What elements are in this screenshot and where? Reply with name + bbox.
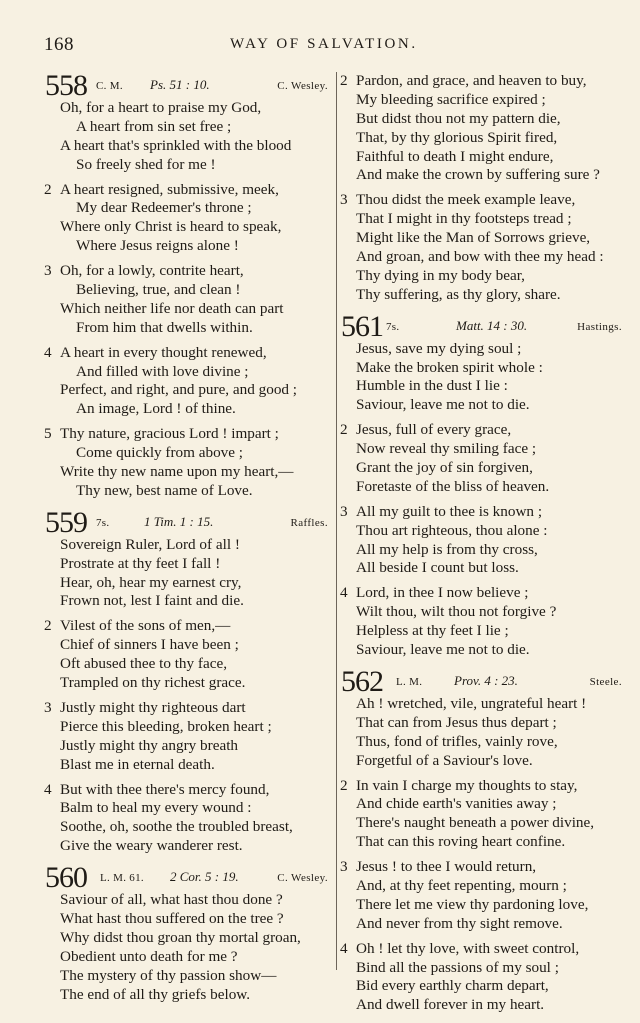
verse-line [340, 229, 626, 248]
verse-line [44, 674, 332, 693]
hymn-number: 562 [341, 664, 383, 698]
stanza [340, 695, 626, 771]
verse-line [44, 592, 332, 611]
verse-line [340, 977, 626, 996]
stanza [44, 181, 332, 257]
verse-text: Which neither life nor death can part [60, 299, 284, 317]
verse-text: Soothe, oh, soothe the troubled breast, [60, 818, 293, 836]
verse-line [44, 699, 332, 718]
verse-line [340, 959, 626, 978]
verse-text: Balm to heal my every wound : [60, 799, 252, 817]
verse-line [44, 237, 332, 256]
verse-text: Vilest of the sons of men,— [60, 617, 231, 635]
hymn [44, 69, 332, 501]
verse-line [340, 148, 626, 167]
verse-line [44, 737, 332, 756]
verse-text: That, by thy glorious Spirit fired, [356, 128, 558, 146]
verse-line [44, 718, 332, 737]
verse-line [44, 381, 332, 400]
hymn-meter: 7s. [386, 320, 400, 333]
verse-line [44, 363, 332, 382]
verse-line [44, 536, 332, 555]
left-column [44, 69, 332, 1012]
stanza [44, 891, 332, 1004]
right-column [340, 72, 626, 1023]
verse-line [340, 641, 626, 660]
verse-text: All my guilt to thee is known ; [356, 502, 543, 520]
verse-line [340, 814, 626, 833]
stanza-number: 3 [340, 502, 348, 520]
verse-line [340, 559, 626, 578]
hymn-header [44, 505, 332, 539]
verse-line [340, 166, 626, 185]
verse-line [340, 777, 626, 796]
verse-text: Saviour, leave me not to die. [356, 641, 530, 659]
verse-line [340, 72, 626, 91]
verse-text: And filled with love divine ; [76, 362, 249, 380]
stanza [44, 425, 332, 501]
verse-text: A heart in every thought renewed, [60, 343, 267, 361]
verse-text: And chide earth's vanities away ; [356, 795, 557, 813]
verse-text: Why didst thou groan thy mortal groan, [60, 928, 301, 946]
verse-line [340, 478, 626, 497]
verse-text: Now reveal thy smiling face ; [356, 440, 537, 458]
verse-text: Sovereign Ruler, Lord of all ! [60, 535, 240, 553]
verse-text: Where only Christ is heard to speak, [60, 218, 282, 236]
verse-text: And groan, and bow with thee my head : [356, 248, 604, 266]
verse-line [44, 799, 332, 818]
verse-text: The end of all thy griefs below. [60, 985, 251, 1003]
hymn-meter: L. M. 61. [100, 872, 144, 885]
hymn-number: 560 [45, 861, 87, 895]
verse-text: Might like the Man of Sorrows grieve, [356, 229, 591, 247]
verse-line [44, 636, 332, 655]
verse-line [44, 281, 332, 300]
verse-text: Jesus ! to thee I would return, [356, 858, 537, 876]
verse-text: Justly might thy angry breath [60, 736, 239, 754]
verse-line [340, 91, 626, 110]
verse-text: Ah ! wretched, vile, ungrateful heart ! [356, 694, 587, 712]
verse-text: And dwell forever in my heart. [356, 996, 545, 1014]
stanza-number: 2 [340, 421, 348, 439]
verse-line [44, 555, 332, 574]
verse-line [340, 915, 626, 934]
verse-text: And, at thy feet repenting, mourn ; [356, 876, 567, 894]
verse-text: Pardon, and grace, and heaven to buy, [356, 72, 587, 89]
verse-text: Saviour of all, what hast thou done ? [60, 891, 283, 909]
verse-text: Bid every earthly charm depart, [356, 977, 549, 995]
verse-text: Chief of sinners I have been ; [60, 636, 239, 654]
stanza [44, 781, 332, 857]
stanza [44, 262, 332, 338]
verse-text: Where Jesus reigns alone ! [76, 237, 239, 255]
verse-text: Believing, true, and clean ! [76, 281, 241, 299]
hymn [44, 861, 332, 1004]
stanza [340, 72, 626, 185]
stanza-number: 4 [44, 780, 52, 798]
stanza [44, 617, 332, 693]
verse-line [340, 940, 626, 959]
verse-line [44, 756, 332, 775]
verse-text: Prostrate at thy feet I fall ! [60, 554, 221, 572]
verse-text: Bind all the passions of my soul ; [356, 958, 559, 976]
stanza-number: 2 [44, 617, 52, 635]
verse-line [340, 440, 626, 459]
verse-line [340, 714, 626, 733]
verse-text: Faithful to death I might endure, [356, 147, 554, 165]
verse-text: Oh ! let thy love, with sweet control, [356, 939, 580, 957]
verse-line [44, 482, 332, 501]
verse-line [44, 218, 332, 237]
hymn-number: 558 [45, 69, 87, 102]
scripture-reference: Ps. 51 : 10. [150, 77, 210, 92]
verse-line [44, 818, 332, 837]
hymn-author: Hastings. [577, 320, 622, 333]
hymn-author: Raffles. [290, 516, 328, 529]
verse-text: But with thee there's mercy found, [60, 780, 270, 798]
verse-line [340, 858, 626, 877]
stanza-number: 3 [44, 262, 52, 280]
stanza [340, 340, 626, 416]
verse-line [340, 877, 626, 896]
verse-text: Jesus, full of every grace, [356, 421, 512, 439]
hymn-number: 559 [45, 505, 87, 539]
stanza [340, 858, 626, 934]
verse-text: Write thy new name upon my heart,— [60, 463, 294, 481]
verse-line [340, 210, 626, 229]
verse-line [340, 421, 626, 440]
verse-text: There let me view thy pardoning love, [356, 895, 589, 913]
stanza [340, 584, 626, 660]
verse-line [44, 344, 332, 363]
stanza [340, 777, 626, 853]
stanza [340, 421, 626, 497]
scripture-reference: Prov. 4 : 23. [454, 672, 518, 688]
scripture-reference: Matt. 14 : 30. [456, 317, 528, 333]
verse-text: That can from Jesus thus depart ; [356, 713, 557, 731]
verse-text: Grant the joy of sin forgiven, [356, 459, 533, 477]
hymn-meter: C. M. [96, 80, 123, 92]
verse-text: Thy suffering, as thy glory, share. [356, 285, 561, 303]
hymn [44, 505, 332, 856]
verse-line [44, 781, 332, 800]
verse-line [44, 262, 332, 281]
verse-text: What hast thou suffered on the tree ? [60, 909, 284, 927]
verse-text: Come quickly from above ; [76, 444, 244, 462]
verse-line [340, 541, 626, 560]
verse-text: Jesus, save my dying soul ; [356, 339, 522, 357]
verse-line [44, 463, 332, 482]
verse-line [340, 248, 626, 267]
stanza [44, 536, 332, 612]
scripture-reference: 2 Cor. 5 : 19. [170, 869, 239, 885]
stanza-number: 2 [340, 776, 348, 794]
verse-line [44, 617, 332, 636]
scripture-reference: 1 Tim. 1 : 15. [144, 513, 214, 529]
verse-line [44, 837, 332, 856]
verse-line [44, 929, 332, 948]
verse-line [44, 156, 332, 175]
verse-text: Humble in the dust I lie : [356, 377, 508, 395]
verse-text: That I might in thy footsteps tread ; [356, 210, 572, 228]
verse-text: Obedient unto death for me ? [60, 947, 238, 965]
stanza-number: 4 [340, 939, 348, 957]
verse-line [44, 910, 332, 929]
verse-line [44, 425, 332, 444]
verse-text: Thy nature, gracious Lord ! impart ; [60, 425, 279, 443]
verse-text: But didst thou not my pattern die, [356, 109, 561, 127]
verse-line [340, 110, 626, 129]
verse-text: All my help is from thy cross, [356, 540, 538, 558]
page-title: WAY OF SALVATION. [230, 36, 418, 52]
hymn-header [340, 309, 626, 343]
page-number: 168 [44, 34, 74, 55]
verse-line [340, 622, 626, 641]
verse-text: Pierce this bleeding, broken heart ; [60, 717, 272, 735]
verse-text: The mystery of thy passion show— [60, 966, 277, 984]
stanza-number: 3 [340, 858, 348, 876]
verse-line [340, 503, 626, 522]
verse-text: From him that dwells within. [76, 318, 253, 336]
column-divider [336, 72, 337, 970]
verse-line [340, 833, 626, 852]
verse-line [340, 191, 626, 210]
verse-line [340, 584, 626, 603]
verse-line [340, 129, 626, 148]
stanza-number: 2 [340, 72, 348, 89]
verse-text: And make the crown by suffering sure ? [356, 166, 600, 184]
verse-line [44, 137, 332, 156]
hymn [340, 72, 626, 305]
verse-text: Give the weary wanderer rest. [60, 837, 243, 855]
verse-text: Saviour, leave me not to die. [356, 396, 530, 414]
hymn-header [340, 664, 626, 698]
verse-text: Hear, oh, hear my earnest cry, [60, 573, 242, 591]
stanza-number: 2 [44, 180, 52, 198]
verse-line [44, 444, 332, 463]
stanza [44, 344, 332, 420]
verse-text: My dear Redeemer's throne ; [76, 199, 252, 217]
verse-text: Helpless at thy feet I lie ; [356, 622, 509, 640]
verse-line [44, 400, 332, 419]
hymn-number: 561 [341, 309, 383, 343]
hymn-author: C. Wesley. [277, 872, 328, 885]
verse-text: All beside I count but loss. [356, 559, 519, 577]
stanza-number: 3 [340, 191, 348, 209]
verse-text: Thou didst the meek example leave, [356, 191, 576, 209]
verse-line [340, 286, 626, 305]
verse-line [44, 574, 332, 593]
verse-text: Oh, for a heart to praise my God, [60, 99, 262, 116]
verse-text: Thus, fond of trifles, vainly rove, [356, 732, 558, 750]
verse-line [340, 522, 626, 541]
verse-line [340, 733, 626, 752]
verse-text: Thy dying in my body bear, [356, 266, 525, 284]
hymn-author: C. Wesley. [277, 80, 328, 92]
verse-text: That can this roving heart confine. [356, 833, 566, 851]
verse-text: There's naught beneath a power divine, [356, 814, 595, 832]
verse-line [340, 377, 626, 396]
verse-text: A heart resigned, submissive, meek, [60, 180, 279, 198]
verse-line [44, 99, 332, 118]
verse-line [44, 118, 332, 137]
hymn [340, 309, 626, 660]
verse-text: Justly might thy righteous dart [60, 698, 246, 716]
verse-text: And never from thy sight remove. [356, 914, 563, 932]
hymn-header [44, 861, 332, 895]
verse-text: A heart from sin set free ; [76, 117, 232, 135]
stanza-number: 4 [340, 584, 348, 602]
hymn-meter: 7s. [96, 516, 110, 529]
stanza-number: 5 [44, 425, 52, 443]
stanza [44, 99, 332, 175]
verse-text: Blast me in eternal death. [60, 755, 215, 773]
stanza [44, 699, 332, 775]
stanza [340, 191, 626, 304]
hymn-header [44, 69, 332, 102]
verse-text: My bleeding sacrifice expired ; [356, 90, 546, 108]
verse-line [44, 986, 332, 1005]
stanza-number: 3 [44, 698, 52, 716]
stanza [340, 940, 626, 1016]
verse-text: Perfect, and right, and pure, and good ; [60, 381, 298, 399]
verse-text: Frown not, lest I faint and die. [60, 592, 244, 610]
hymn [340, 664, 626, 1015]
verse-text: Forgetful of a Saviour's love. [356, 751, 533, 769]
verse-text: Oh, for a lowly, contrite heart, [60, 262, 244, 280]
hymn-author: Steele. [589, 675, 622, 688]
verse-line [340, 359, 626, 378]
verse-line [340, 603, 626, 622]
verse-text: An image, Lord ! of thine. [76, 400, 236, 418]
verse-line [340, 267, 626, 286]
verse-line [44, 181, 332, 200]
verse-text: In vain I charge my thoughts to stay, [356, 776, 578, 794]
verse-text: Thou art righteous, thou alone : [356, 521, 548, 539]
verse-line [340, 396, 626, 415]
verse-line [44, 948, 332, 967]
verse-text: So freely shed for me ! [76, 155, 216, 173]
page-header [44, 34, 442, 54]
verse-text: Foretaste of the bliss of heaven. [356, 477, 550, 495]
verse-line [340, 459, 626, 478]
verse-line [44, 300, 332, 319]
verse-text: Make the broken spirit whole : [356, 358, 543, 376]
verse-text: Thy new, best name of Love. [76, 481, 253, 499]
verse-text: A heart that's sprinkled with the blood [60, 136, 292, 154]
verse-line [340, 896, 626, 915]
stanza-number: 4 [44, 343, 52, 361]
verse-text: Oft abused thee to thy face, [60, 655, 227, 673]
verse-line [340, 996, 626, 1015]
verse-line [340, 752, 626, 771]
verse-line [340, 795, 626, 814]
verse-text: Lord, in thee I now believe ; [356, 584, 529, 602]
verse-text: Trampled on thy richest grace. [60, 674, 246, 692]
stanza [340, 503, 626, 579]
verse-line [44, 891, 332, 910]
hymn-meter: L. M. [396, 675, 423, 688]
verse-line [44, 199, 332, 218]
verse-line [44, 319, 332, 338]
verse-text: Wilt thou, wilt thou not forgive ? [356, 603, 557, 621]
verse-line [44, 655, 332, 674]
